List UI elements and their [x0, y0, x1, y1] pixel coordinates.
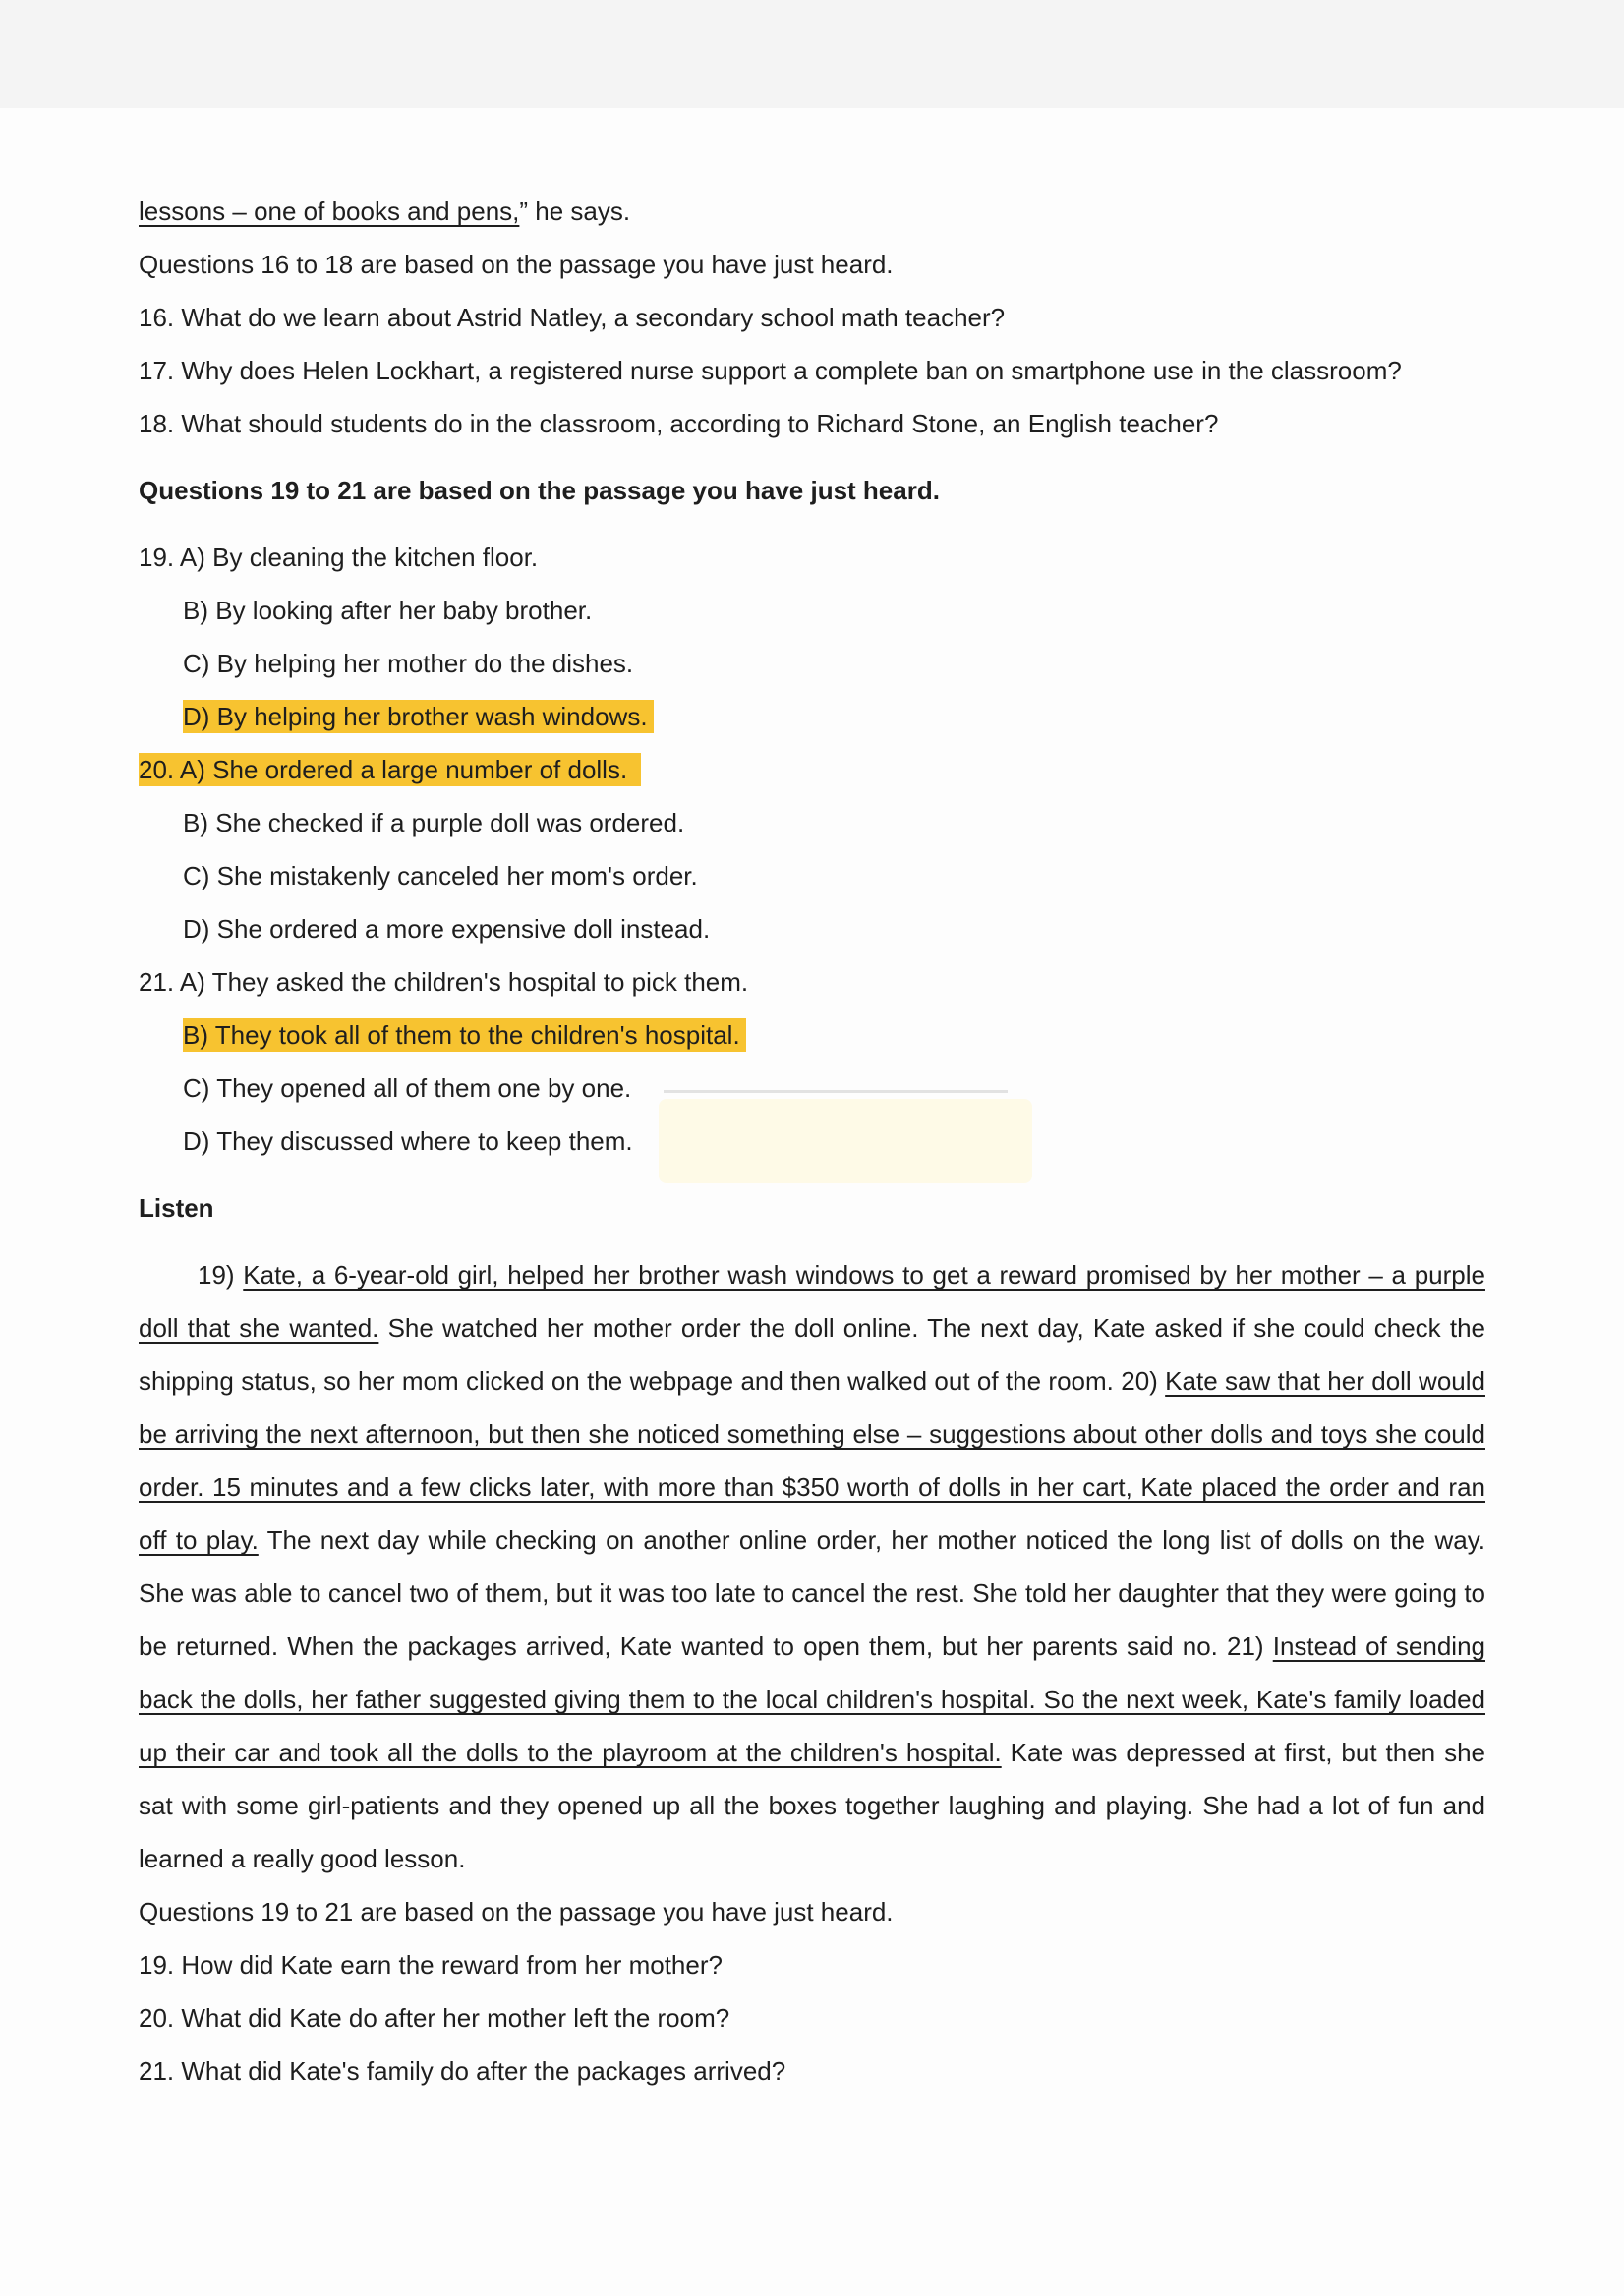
- transcript-21-underlined: Instead of sending back the dolls, her father suggested giving them to the local children's hospital. So the next week, Kate's family loaded up their car and took all the dolls to the playroom at the children's hospital.: [139, 1632, 1485, 1767]
- question-16: 16. What do we learn about Astrid Natley, a secondary school math teacher?: [139, 303, 1006, 332]
- q21-option-b-row: [139, 1008, 1485, 1062]
- question-19-options: [139, 531, 1485, 743]
- q20-option-d: D) She ordered a more expensive doll instead.: [183, 914, 711, 944]
- q21-option-c: C) They opened all of them one by one.: [183, 1073, 632, 1103]
- question-18: 18. What should students do in the classroom, according to Richard Stone, an English teacher?: [139, 409, 1219, 438]
- q19-option-c: C) By helping her mother do the dishes.: [183, 649, 634, 678]
- question-21: 21. What did Kate's family do after the packages arrived?: [139, 2056, 786, 2086]
- transcript-paragraph: [139, 1248, 1485, 1885]
- section-title: Questions 19 to 21 are based on the passage you have just heard.: [139, 476, 940, 505]
- q20-option-a-highlighted: 20. A) She ordered a large number of dolls.: [139, 753, 641, 786]
- transcript-20-rest: The next day while checking on another online order, her mother noticed the long list of dolls on the way. She was able to cancel two of them, but it was too late to cancel the rest. She told her daughter that they were going to be returned. When the packages arrived, Kate wanted to open them, but her parents said no.: [139, 1525, 1485, 1661]
- scan-top-margin: [0, 0, 1624, 108]
- marker-19: 19): [198, 1260, 244, 1290]
- transcript-20-underlined: Kate saw that her doll would be arriving the next afternoon, but then she noticed something else – suggestions about other dolls and toys she could order. 15 minutes and a few clicks later, with more than $350 worth of dolls in her cart, Kate placed the order and ran off to play.: [139, 1366, 1485, 1555]
- q19-option-d-row: [139, 690, 1485, 743]
- q21-option-b-highlighted: B) They took all of them to the children's hospital.: [183, 1018, 746, 1052]
- question-20: 20. What did Kate do after her mother left the room?: [139, 2003, 730, 2033]
- marker-20: 20): [1121, 1366, 1166, 1396]
- question-21-options: [139, 955, 1485, 1168]
- question-20-options: [139, 743, 1485, 955]
- q19-21-intro: Questions 19 to 21 are based on the passage you have just heard.: [139, 1897, 894, 1926]
- q19-option-b: B) By looking after her baby brother.: [183, 596, 593, 625]
- carryover-tail: ” he says.: [519, 197, 631, 226]
- q20-option-a-row: [139, 743, 1485, 796]
- transcript-19-rest: She watched her mother order the doll online. The next day, Kate asked if she could check the shipping status, so her mom clicked on the webpage and then walked out of the room.: [139, 1313, 1485, 1396]
- q19-option-a: 19. A) By cleaning the kitchen floor.: [139, 543, 539, 572]
- carryover-underlined: lessons – one of books and pens,: [139, 197, 520, 226]
- marker-21: 21): [1227, 1632, 1273, 1661]
- q21-option-d: D) They discussed where to keep them.: [183, 1126, 633, 1156]
- q20-option-c: C) She mistakenly canceled her mom's order.: [183, 861, 698, 890]
- carryover-line: [139, 185, 1485, 238]
- q19-option-d-highlighted: D) By helping her brother wash windows.: [183, 700, 654, 733]
- transcript-19-underlined: Kate, a 6-year-old girl, helped her brother wash windows to get a reward promised by her mother – a purple doll that she wanted.: [139, 1260, 1485, 1343]
- question-17: 17. Why does Helen Lockhart, a registered nurse support a complete ban on smartphone use in the classroom?: [139, 356, 1402, 385]
- q16-18-intro: Questions 16 to 18 are based on the passage you have just heard.: [139, 250, 894, 279]
- q21-option-a: 21. A) They asked the children's hospital to pick them.: [139, 967, 749, 997]
- question-19: 19. How did Kate earn the reward from her mother?: [139, 1950, 723, 1980]
- transcript-21-rest: Kate was depressed at first, but then she sat with some girl-patients and they opened up all the boxes together laughing and playing. She had a lot of fun and learned a really good lesson.: [139, 1738, 1486, 1873]
- listen-heading: Listen: [139, 1193, 214, 1223]
- q20-option-b: B) She checked if a purple doll was ordered.: [183, 808, 685, 837]
- document-content: [139, 185, 1485, 2097]
